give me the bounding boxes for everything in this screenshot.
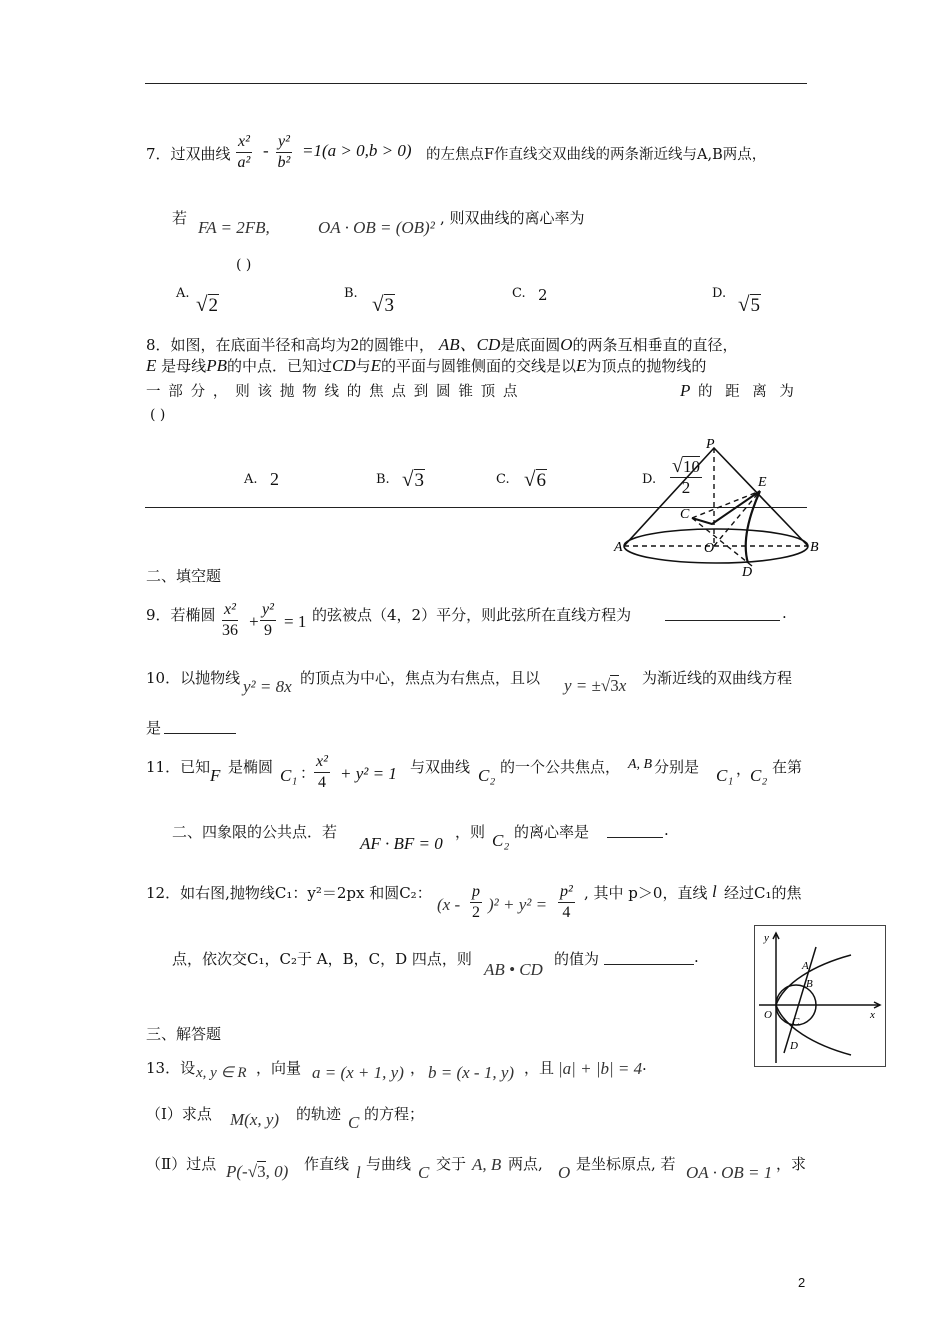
q7-opt-c-label: C. xyxy=(512,286,526,301)
q8-opt-c-label: C. xyxy=(496,472,510,487)
cone-figure xyxy=(612,436,827,578)
q13-vb: b = (x - 1, y) xyxy=(428,1063,515,1082)
q12-b: , 其中 p＞0，直线 xyxy=(584,884,708,902)
cone-label-a: A xyxy=(614,540,623,555)
q7-condition: =1(a > 0,b > 0) xyxy=(302,141,412,160)
q13-p2-p: P(-√3, 0) xyxy=(226,1162,289,1181)
q13-b: ，向量 xyxy=(256,1059,302,1077)
fig2-label-d: D xyxy=(790,1040,798,1052)
q8-opt-a: 2 xyxy=(270,469,279,489)
cone-label-p: P xyxy=(706,437,715,452)
q7-paren: ( ) xyxy=(236,257,252,273)
fig2-label-a: A xyxy=(802,960,809,972)
q7-eq2: OA · OB = (OB)² xyxy=(318,218,435,237)
q13-p2-ab: A, B xyxy=(472,1155,502,1174)
cone-label-b: B xyxy=(810,540,819,555)
q12-frac-p: $\frac{p}{2}$ xyxy=(472,883,480,921)
q10-c: 为渐近线的双曲线方程 xyxy=(642,669,793,687)
q13-comma: ， xyxy=(410,1059,426,1077)
fig2-label-y: y xyxy=(764,932,769,944)
q8-paren: ( ) xyxy=(150,407,166,423)
q11-colon: ： xyxy=(300,764,316,782)
q11-f-text: 在第 xyxy=(772,758,803,776)
q12-end: . xyxy=(694,948,699,966)
q8-opt-d-label: D. xyxy=(642,472,657,487)
q11-end: . xyxy=(664,821,669,839)
q13-c: ，且 xyxy=(524,1059,555,1077)
q11-eq: + y² = 1 xyxy=(340,764,397,783)
q13-va: a = (x + 1, y) xyxy=(312,1063,404,1082)
q7-opt-a-label: A. xyxy=(176,286,190,301)
q7-opt-b: √3 xyxy=(372,292,395,316)
q8-line2: E 是母线PB的中点．已知过CD与E的平面与圆锥侧面的交线是以E为顶点的抛物线的 xyxy=(146,356,707,375)
q10-asym: y = ±√3x xyxy=(564,676,627,695)
q11-c: 与双曲线 xyxy=(410,758,471,776)
q11-e: 分别是 xyxy=(654,758,700,776)
q11-c2: C₂ xyxy=(478,766,496,785)
q11-blank xyxy=(607,823,663,838)
q7-number: 7．过双曲线 xyxy=(146,145,231,163)
q11-frac: $\frac{\text{x²}}{4}$ xyxy=(316,753,328,791)
q11-a: 11．已知 xyxy=(146,758,211,776)
q8-opt-a-label: A. xyxy=(244,472,258,487)
q10-eq: y² = 8x xyxy=(243,677,292,696)
header-rule xyxy=(145,83,807,84)
q13-p2-o: O xyxy=(558,1163,571,1182)
q8-opt-d: $\frac{√10}{2}$ xyxy=(672,455,700,497)
q8-opt-c: √6 xyxy=(524,467,547,491)
q12-circ-a: (x - xyxy=(437,895,461,914)
q11-b: 是椭圆 xyxy=(228,758,274,776)
q10-blank xyxy=(164,719,236,734)
page-number: 2 xyxy=(798,1275,806,1290)
fig2-label-x: x xyxy=(870,1009,875,1021)
q7-opt-b-label: B. xyxy=(344,286,358,301)
parabola-circle-figure xyxy=(754,925,886,1067)
q10-a: 10．以抛物线 xyxy=(146,669,241,687)
q12-blank xyxy=(604,950,694,965)
cone-label-c: C xyxy=(680,507,690,522)
q11-c2c: C₂ xyxy=(492,831,510,850)
q8-line1: 8．如图，在底面半径和高均为2的圆锥中， AB、CD是底面圆O的两条互相垂直的直径， xyxy=(146,335,738,354)
q13-p2-e: 两点, xyxy=(508,1155,543,1173)
q7-opt-d: √5 xyxy=(738,292,761,316)
q13-p2-b: 作直线 xyxy=(304,1155,350,1173)
q9-frac-y: $\frac{\text{y²}}{9}$ xyxy=(262,601,274,639)
q13-p2-l: l xyxy=(356,1163,361,1182)
q9-eq: = 1 xyxy=(284,612,307,631)
fig2-label-b: B xyxy=(806,978,813,990)
fig2-label-c: C xyxy=(792,1016,800,1028)
q7-text2: , 则双曲线的离心率为 xyxy=(440,209,585,227)
cone-label-d: D xyxy=(742,565,753,578)
q8-opt-b: √3 xyxy=(402,467,425,491)
q12-a: 12．如右图,抛物线C₁：y²＝2px 和圆C₂： xyxy=(146,884,432,902)
q11-vec: AF · BF = 0 xyxy=(360,834,443,853)
q11-d: 的一个公共焦点， xyxy=(500,758,621,776)
q11-c2b: C₂ xyxy=(750,766,768,785)
q13-p2-a: （Ⅱ）过点 xyxy=(146,1155,217,1173)
q9-blank xyxy=(665,606,780,621)
q13-p2-eq: OA · OB = 1 xyxy=(686,1163,773,1182)
q12-frac-p2: $\frac{\text{p²}}{4}$ xyxy=(560,883,573,921)
q11-ab: A, B xyxy=(628,757,653,772)
q8-line3-end: 的 距 离 为 xyxy=(698,384,798,400)
q13-p2-d: 交于 xyxy=(436,1155,467,1173)
q7-minus: - xyxy=(263,141,269,160)
q7-opt-a: √2 xyxy=(196,292,219,316)
q12-l: l xyxy=(712,882,717,901)
q12-dot: AB • CD xyxy=(484,960,543,979)
q7-text: 的左焦点F作直线交双曲线的两条渐近线与A,B两点， xyxy=(426,147,767,163)
q11-line2-c: 的离心率是 xyxy=(514,823,590,841)
q13-p1-c-sym: C xyxy=(348,1113,360,1132)
q12-circ-b: )² + y² = xyxy=(488,895,548,914)
q12-line2-b: 的值为 xyxy=(554,950,600,968)
section-solutions: 三、解答题 xyxy=(146,1025,222,1043)
q9-a: 9．若椭圆 xyxy=(146,606,216,624)
q13-set: x, y ∈ R xyxy=(196,1065,247,1081)
q13-p2-c-sym: C xyxy=(418,1163,430,1182)
q8-p: P xyxy=(680,381,691,400)
q12-c: 经过C₁的焦 xyxy=(724,884,802,902)
q11-line2-b: ，则 xyxy=(455,823,486,841)
q13-p2-f: 是坐标原点, 若 xyxy=(576,1155,676,1173)
q7-if: 若 xyxy=(172,209,188,227)
cone-label-e: E xyxy=(758,475,767,490)
q10-b: 的顶点为中心，焦点为右焦点，且以 xyxy=(300,669,541,687)
q12-line2-a: 点，依次交C₁，C₂于 A，B，C，D 四点，则 xyxy=(172,950,472,968)
q11-c1b: C₁ xyxy=(716,766,734,785)
q8-opt-b-label: B. xyxy=(376,472,390,487)
q7-eq1: FA = 2FB, xyxy=(198,218,270,237)
q13-p1-a: （Ⅰ）求点 xyxy=(146,1105,212,1123)
q13-p1-c: 的方程； xyxy=(364,1105,425,1123)
q7-opt-d-label: D. xyxy=(712,286,727,301)
q7-frac-y: $\frac{\text{y²}}{\text{b²}}$ xyxy=(277,133,291,171)
q9-end: . xyxy=(782,604,787,622)
q13-p1-b: 的轨迹 xyxy=(296,1105,342,1123)
q8-line3: 一 部 分 ， 则 该 抛 物 线 的 焦 点 到 圆 锥 顶 点 xyxy=(146,384,520,400)
cone-label-o: O xyxy=(704,541,715,556)
q11-f: F xyxy=(210,766,221,785)
q13-p2-c: 与曲线 xyxy=(366,1155,412,1173)
q13-a: 13．设 xyxy=(146,1059,196,1077)
q7-opt-c: 2 xyxy=(538,286,548,304)
q11-comma: ， xyxy=(736,760,752,778)
q9-frac-x: $\frac{\text{x²}}{36}$ xyxy=(222,601,238,639)
q9-b: 的弦被点（4，2）平分，则此弦所在直线方程为 xyxy=(312,606,632,624)
q11-line2-a: 二、四象限的公共点．若 xyxy=(172,823,338,841)
fig2-label-o: O xyxy=(764,1009,772,1021)
q13-norm: |a| + |b| = 4 xyxy=(558,1059,643,1078)
q10-d: 是 xyxy=(146,719,162,737)
q13-p1-m: M(x, y) xyxy=(230,1110,280,1129)
q11-c1: C₁ xyxy=(280,766,298,785)
q9-plus: + xyxy=(248,612,260,631)
q13-p2-g: ，求 xyxy=(776,1155,807,1173)
q7-frac-x: $\frac{\text{x²}}{\text{a²}}$ xyxy=(237,133,251,171)
section-fill-in: 二、填空题 xyxy=(146,567,222,585)
q13-dot: · xyxy=(642,1060,647,1078)
